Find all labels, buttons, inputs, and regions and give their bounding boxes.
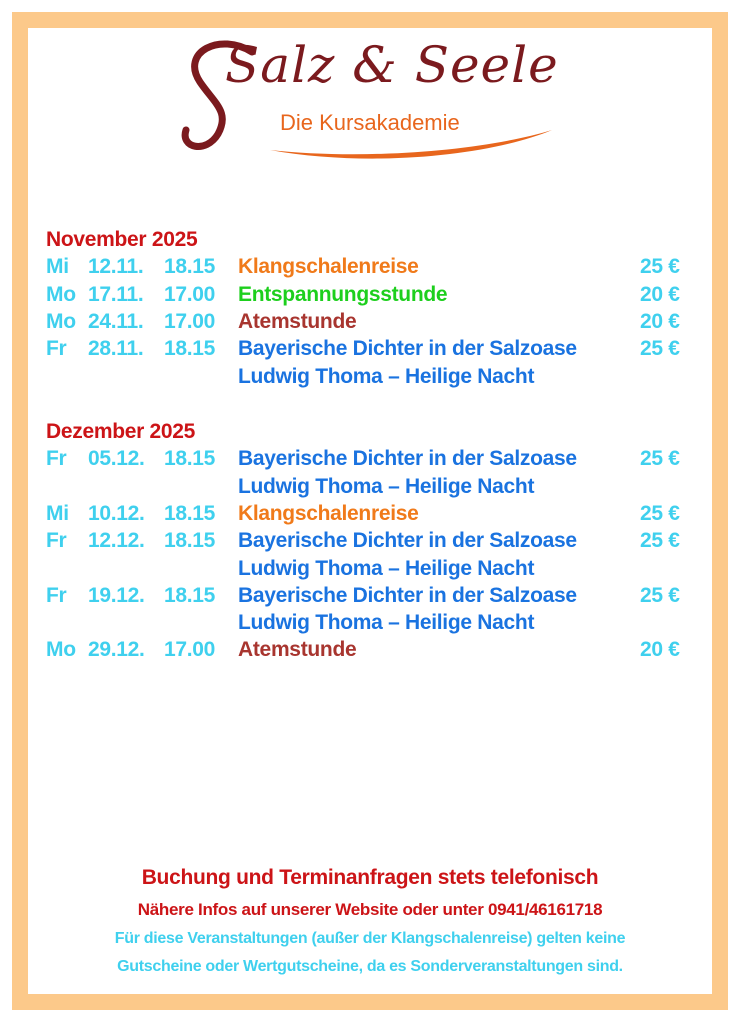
event-time: 17.00	[164, 282, 216, 306]
event-date: 29.12.	[88, 638, 145, 662]
event-time: 18.15	[164, 583, 216, 607]
footer-voucher-note-2: Gutscheine oder Wertgutscheine, da es Sonderveranstaltungen sind.	[117, 958, 623, 975]
event-subtitle-row	[46, 611, 696, 638]
event-row	[46, 447, 696, 474]
event-title: Bayerische Dichter in der Salzoase	[238, 529, 577, 553]
event-row	[46, 310, 696, 337]
event-title: Bayerische Dichter in der Salzoase	[238, 583, 577, 607]
event-date: 10.12.	[88, 501, 145, 525]
event-row	[46, 255, 696, 282]
event-date: 19.12.	[88, 583, 145, 607]
event-price: 25 €	[640, 529, 680, 553]
event-title: Atemstunde	[238, 309, 357, 333]
event-title: Entspannungsstunde	[238, 282, 448, 306]
event-row	[46, 638, 696, 665]
event-title: Klangschalenreise	[238, 255, 419, 279]
event-title: Bayerische Dichter in der Salzoase	[238, 447, 577, 471]
event-row	[46, 584, 696, 611]
footer-booking-note: Buchung und Terminanfragen stets telefonisch	[141, 866, 599, 889]
event-subtitle: Ludwig Thoma – Heilige Nacht	[238, 611, 535, 635]
event-title: Atemstunde	[238, 638, 357, 662]
event-price: 25 €	[640, 501, 680, 525]
event-time: 17.00	[164, 638, 216, 662]
event-day: Mo	[46, 309, 76, 333]
event-subtitle-row	[46, 475, 696, 502]
event-row	[46, 283, 696, 310]
event-day: Mo	[46, 282, 76, 306]
event-day: Mi	[46, 501, 69, 525]
event-day: Mi	[46, 255, 69, 279]
event-day: Fr	[46, 447, 67, 471]
event-price: 20 €	[640, 638, 680, 662]
footer-voucher-note-1: Für diese Veranstaltungen (außer der Klangschalenreise) gelten keine	[114, 930, 626, 947]
logo	[160, 22, 560, 172]
event-time: 18.15	[164, 529, 216, 553]
event-row	[46, 502, 696, 529]
event-time: 17.00	[164, 309, 216, 333]
event-row	[46, 529, 696, 556]
event-subtitle-row	[46, 557, 696, 584]
event-price: 25 €	[640, 583, 680, 607]
event-subtitle-row	[46, 365, 696, 392]
event-time: 18.15	[164, 447, 216, 471]
event-price: 25 €	[640, 255, 680, 279]
event-day: Mo	[46, 638, 76, 662]
footer-info-note: Nähere Infos auf unserer Website oder unter 0941/46161718	[137, 900, 603, 919]
event-title: Klangschalenreise	[238, 501, 419, 525]
event-date: 12.11.	[88, 255, 144, 279]
event-day: Fr	[46, 529, 67, 553]
logo-subtitle: Die Kursakademie	[280, 110, 460, 135]
event-time: 18.15	[164, 501, 216, 525]
event-day: Fr	[46, 337, 67, 361]
event-date: 24.11.	[88, 309, 144, 333]
event-date: 28.11.	[88, 337, 144, 361]
event-subtitle: Ludwig Thoma – Heilige Nacht	[238, 556, 535, 580]
month-heading: November 2025	[46, 228, 198, 251]
event-subtitle: Ludwig Thoma – Heilige Nacht	[238, 364, 535, 388]
month-heading: Dezember 2025	[46, 420, 196, 443]
event-price: 25 €	[640, 447, 680, 471]
event-date: 12.12.	[88, 529, 145, 553]
logo-title: Salz & Seele	[225, 36, 559, 94]
event-time: 18.15	[164, 337, 216, 361]
event-subtitle: Ludwig Thoma – Heilige Nacht	[238, 474, 535, 498]
event-date: 05.12.	[88, 447, 145, 471]
event-price: 20 €	[640, 282, 680, 306]
event-row	[46, 337, 696, 364]
event-date: 17.11.	[88, 282, 144, 306]
event-price: 25 €	[640, 337, 680, 361]
event-time: 18.15	[164, 255, 216, 279]
event-title: Bayerische Dichter in der Salzoase	[238, 337, 577, 361]
event-day: Fr	[46, 583, 67, 607]
event-price: 20 €	[640, 309, 680, 333]
